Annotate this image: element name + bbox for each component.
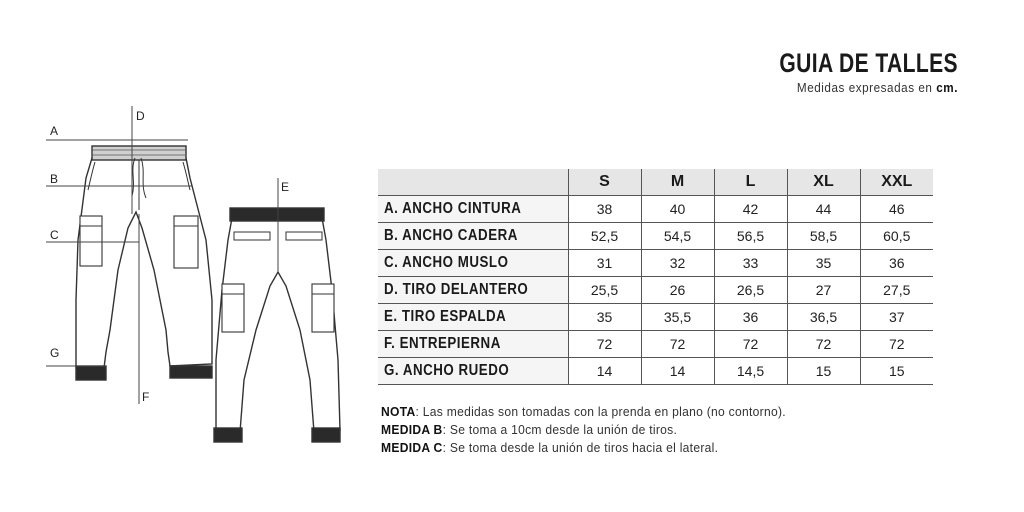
- table-cell: 54,5: [641, 223, 714, 250]
- label-e: E: [281, 180, 290, 194]
- table-cell: 52,5: [568, 223, 641, 250]
- table-row: [378, 196, 933, 223]
- row-label-text: C. ANCHO MUSLO: [384, 254, 509, 271]
- note-key: MEDIDA C: [381, 440, 443, 455]
- table-cell: 33: [714, 250, 787, 277]
- table-cell: 40: [641, 196, 714, 223]
- table-row: [378, 331, 933, 358]
- subtitle-unit: cm.: [936, 80, 958, 95]
- label-f: F: [142, 390, 150, 404]
- row-label-text: D. TIRO DELANTERO: [384, 281, 529, 298]
- table-cell: 72: [568, 331, 641, 358]
- size-header: M: [641, 169, 714, 196]
- table-cell: 27,5: [860, 277, 933, 304]
- table-cell: 15: [787, 358, 860, 385]
- row-label: [378, 358, 568, 385]
- size-header: S: [568, 169, 641, 196]
- table-cell: 36: [714, 304, 787, 331]
- row-label: [378, 304, 568, 331]
- table-cell: 32: [641, 250, 714, 277]
- table-cell: 36,5: [787, 304, 860, 331]
- table-cell: 72: [641, 331, 714, 358]
- table-cell: 31: [568, 250, 641, 277]
- row-label: [378, 223, 568, 250]
- table-cell: 72: [787, 331, 860, 358]
- row-label-text: F. ENTREPIERNA: [384, 335, 501, 352]
- table-cell: 35: [568, 304, 641, 331]
- table-corner: [378, 169, 568, 196]
- table-cell: 58,5: [787, 223, 860, 250]
- table-cell: 36: [860, 250, 933, 277]
- table-row: [378, 250, 933, 277]
- note-text: : Se toma a 10cm desde la unión de tiros.: [442, 422, 678, 437]
- page-title: GUIA DE TALLES: [779, 48, 958, 78]
- row-label: [378, 277, 568, 304]
- table-row: [378, 304, 933, 331]
- table-header-row: [378, 169, 933, 196]
- size-table: [378, 169, 933, 385]
- label-d: D: [136, 109, 145, 123]
- table-cell: 46: [860, 196, 933, 223]
- row-label: [378, 331, 568, 358]
- note-text: : Las medidas son tomadas con la prenda en plano (no contorno).: [415, 404, 786, 419]
- subtitle-text: Medidas expresadas en: [796, 80, 937, 95]
- row-label-text: A. ANCHO CINTURA: [384, 200, 522, 217]
- table-cell: 27: [787, 277, 860, 304]
- table-cell: 26,5: [714, 277, 787, 304]
- row-label: [378, 250, 568, 277]
- table-cell: 72: [714, 331, 787, 358]
- note-line: [381, 403, 786, 421]
- label-g: G: [50, 346, 60, 360]
- row-label-text: B. ANCHO CADERA: [384, 227, 518, 244]
- table-cell: 72: [860, 331, 933, 358]
- table-cell: 14: [568, 358, 641, 385]
- note-key: NOTA: [381, 404, 416, 419]
- row-label-text: E. TIRO ESPALDA: [384, 308, 507, 325]
- table-cell: 44: [787, 196, 860, 223]
- table-cell: 14: [641, 358, 714, 385]
- table-cell: 37: [860, 304, 933, 331]
- size-header: XXL: [860, 169, 933, 196]
- table-cell: 26: [641, 277, 714, 304]
- size-header: XL: [787, 169, 860, 196]
- front-pants-drawing: [76, 146, 212, 380]
- note-line: [381, 421, 786, 439]
- note-line: [381, 439, 786, 457]
- table-cell: 15: [860, 358, 933, 385]
- row-label-text: G. ANCHO RUEDO: [384, 362, 510, 379]
- table-cell: 35: [787, 250, 860, 277]
- label-a: A: [50, 124, 59, 138]
- notes-section: [381, 403, 816, 457]
- table-cell: 42: [714, 196, 787, 223]
- pants-diagram: [0, 0, 360, 512]
- row-label: [378, 196, 568, 223]
- table-cell: 56,5: [714, 223, 787, 250]
- note-key: MEDIDA B: [381, 422, 443, 437]
- table-row: [378, 358, 933, 385]
- table-cell: 60,5: [860, 223, 933, 250]
- table-cell: 14,5: [714, 358, 787, 385]
- table-cell: 38: [568, 196, 641, 223]
- label-b: B: [50, 172, 59, 186]
- note-text: : Se toma desde la unión de tiros hacia el lateral.: [442, 440, 719, 455]
- table-cell: 35,5: [641, 304, 714, 331]
- table-cell: 25,5: [568, 277, 641, 304]
- back-pants-drawing: [214, 208, 340, 442]
- page-subtitle: [797, 80, 958, 95]
- size-header: L: [714, 169, 787, 196]
- table-row: [378, 223, 933, 250]
- label-c: C: [50, 228, 59, 242]
- table-row: [378, 277, 933, 304]
